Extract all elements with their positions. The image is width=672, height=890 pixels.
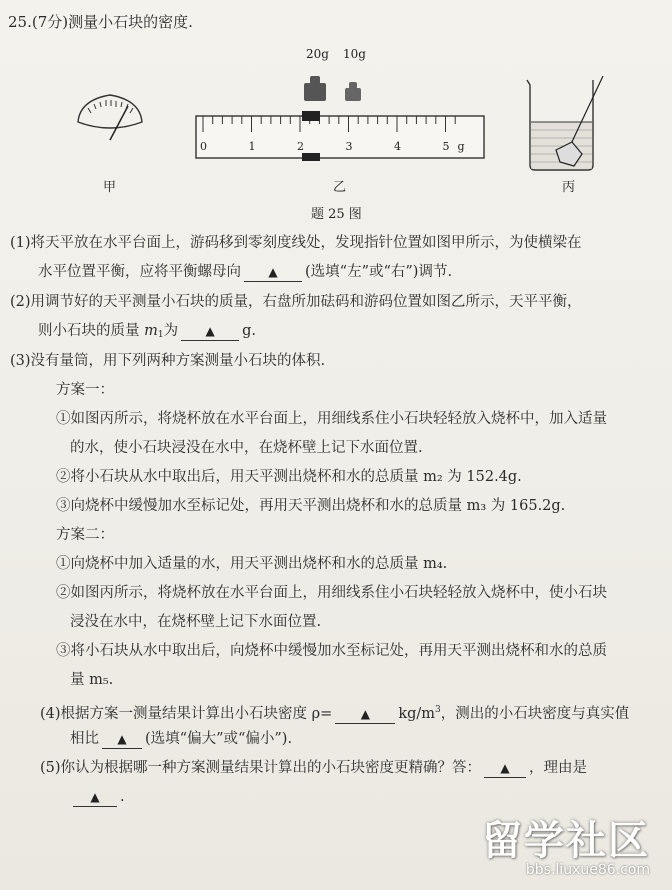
rider-scale bbox=[196, 111, 484, 161]
q5-line1-text: (5)你认为根据哪一种方案测量结果计算出的小石块密度更精确？答： bbox=[40, 760, 482, 776]
blank-marker: ▲ bbox=[205, 324, 215, 338]
weight-10g bbox=[345, 82, 361, 101]
blank-marker: ▲ bbox=[500, 761, 510, 775]
blank-marker: ▲ bbox=[117, 732, 127, 746]
q1-line1: (1)将天平放在水平台面上，游码移到零刻度线处，发现指针位置如图甲所示，为使横梁在 bbox=[10, 235, 582, 251]
scale-tick-label: 2 bbox=[297, 140, 304, 153]
q2-line2-mid: 为 bbox=[163, 323, 179, 339]
q4-unit-sup: 3 bbox=[435, 705, 441, 715]
scheme2-step3-line1: ③将小石块从水中取出后，向烧杯中缓慢加水至标记处，再用天平测出烧杯和水的总质 bbox=[56, 643, 607, 659]
q5-line1-suffix: ，理由是 bbox=[529, 760, 588, 776]
q2-line2 bbox=[38, 321, 256, 345]
figure-label-yi: 乙 bbox=[333, 180, 347, 195]
scheme2-step1: ①向烧杯中加入适量的水，用天平测出烧杯和水的总质量 m₄. bbox=[56, 556, 448, 572]
figure-label-bing: 丙 bbox=[562, 180, 576, 195]
q5-line2-suffix: . bbox=[120, 789, 125, 805]
watermark-title: 留学社区 bbox=[482, 818, 650, 864]
q5-reason-blank[interactable] bbox=[73, 789, 117, 807]
watermark-url: bbs.liuxue86.com bbox=[525, 862, 650, 878]
q4-line1-text: (4)根据方案一测量结果计算出小石块密度 ρ= bbox=[40, 706, 333, 722]
weight-20g bbox=[304, 76, 326, 101]
scale-tick-label: 1 bbox=[248, 140, 256, 153]
q3-line1: (3)没有量筒，用下列两种方案测量小石块的体积. bbox=[10, 353, 326, 369]
q4-line2 bbox=[70, 729, 292, 749]
question-header: 25.(7分)测量小石块的密度. bbox=[8, 13, 193, 31]
scale-tick-label: 3 bbox=[345, 140, 353, 153]
m1-symbol: m bbox=[144, 323, 158, 339]
q2-line2-suffix: g. bbox=[242, 323, 256, 339]
q1-line2-text: 水平位置平衡，应将平衡螺母向 bbox=[38, 264, 241, 280]
blank-marker: ▲ bbox=[360, 707, 370, 721]
blank-marker: ▲ bbox=[90, 790, 100, 804]
scale-unit: g bbox=[457, 140, 465, 153]
figure-caption: 题 25 图 bbox=[311, 207, 362, 222]
q4-line2-suffix: (选填“偏大”或“偏小”). bbox=[145, 731, 293, 747]
q4-line1 bbox=[40, 700, 629, 724]
scheme2-title: 方案二： bbox=[56, 527, 114, 543]
q2-line2-text: 则小石块的质量 bbox=[38, 323, 140, 339]
rider bbox=[302, 111, 320, 121]
weight-10g-label: 10g bbox=[343, 47, 366, 61]
q4-compare-blank[interactable] bbox=[102, 731, 142, 749]
q2-answer-blank[interactable] bbox=[181, 323, 239, 341]
q2-line1: (2)用调节好的天平测量小石块的质量，右盘所加砝码和游码位置如图乙所示，天平平衡， bbox=[10, 294, 582, 310]
q4-unit: kg/m bbox=[398, 706, 436, 722]
q4-density-blank[interactable] bbox=[335, 706, 395, 724]
scheme1-title: 方案一： bbox=[56, 382, 114, 398]
watermark bbox=[482, 809, 650, 878]
scale-tick-label: 4 bbox=[394, 140, 401, 153]
scale-tick-label: 0 bbox=[200, 140, 207, 153]
beaker bbox=[527, 76, 603, 170]
q1-line2-suffix: (选填“左”或“右”)调节. bbox=[305, 264, 453, 280]
weight-20g-label: 20g bbox=[306, 47, 329, 61]
figure-label-jia: 甲 bbox=[103, 180, 117, 195]
q4-line2-text: 相比 bbox=[70, 731, 99, 747]
q5-line2 bbox=[70, 787, 125, 807]
q4-line1-suffix: ，测出的小石块密度与真实值 bbox=[440, 706, 630, 722]
scheme2-step3-line2: 量 m₅. bbox=[70, 672, 114, 688]
figure-25 bbox=[0, 40, 672, 240]
balance-pointer-dial bbox=[78, 95, 142, 140]
scheme1-step1-line1: ①如图丙所示，将烧杯放在水平台面上，用细线系住小石块轻轻放入烧杯中，加入适量 bbox=[56, 411, 607, 427]
scheme1-step3: ③向烧杯中缓慢加水至标记处，再用天平测出烧杯和水的总质量 m₃ 为 165.2g. bbox=[56, 498, 566, 514]
blank-marker: ▲ bbox=[268, 265, 278, 279]
m1-subscript: 1 bbox=[157, 330, 164, 340]
q1-line2 bbox=[38, 262, 452, 282]
scheme2-step2-line1: ②如图丙所示，将烧杯放在水平台面上，用细线系住小石块轻轻放入烧杯中，使小石块 bbox=[56, 585, 607, 601]
q5-choice-blank[interactable] bbox=[484, 760, 526, 778]
scheme1-step1-line2: 的水，使小石块浸没在水中，在烧杯壁上记下水面位置. bbox=[70, 440, 423, 456]
scale-tick-label: 5 bbox=[442, 140, 450, 153]
scheme1-step2: ②将小石块从水中取出后，用天平测出烧杯和水的总质量 m₂ 为 152.4g. bbox=[56, 469, 522, 485]
q5-line1 bbox=[40, 758, 587, 778]
scheme2-step2-line2: 浸没在水中，在烧杯壁上记下水面位置. bbox=[70, 614, 322, 630]
q1-answer-blank[interactable] bbox=[244, 264, 302, 282]
